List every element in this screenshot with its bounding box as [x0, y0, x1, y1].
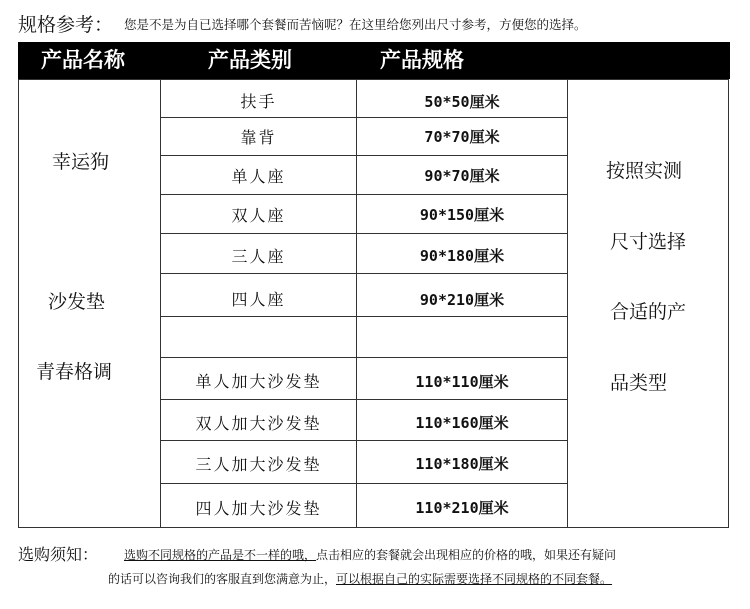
header-product-category: 产品类别: [208, 48, 292, 72]
row-divider: [160, 357, 568, 358]
row-divider: [160, 155, 568, 156]
table-row-category: 四人座: [231, 290, 286, 309]
notice-text-line1: [124, 546, 734, 563]
notice-underlined: 可以根据自己的实际需要选择不同规格的不同套餐。: [336, 572, 613, 586]
spec-title: 规格参考：: [18, 14, 114, 36]
note-line: 尺寸选择: [610, 231, 687, 253]
table-row-spec: 90*150厘米: [419, 206, 505, 224]
table-row-category: 靠背: [240, 128, 277, 147]
row-divider: [160, 483, 568, 484]
header-product-spec: 产品规格: [380, 48, 464, 72]
table-row-category: 单人座: [231, 167, 286, 186]
table-row-category: 三人座: [231, 247, 286, 266]
note-line: 合适的产: [610, 301, 687, 323]
table-row-category: 四人加大沙发垫: [195, 499, 322, 518]
notice-underlined: 选购不同规格的产品是不一样的哦，: [124, 548, 317, 562]
notice-label: 选购须知：: [18, 545, 99, 564]
product-name-2: 沙发垫: [48, 291, 106, 313]
table-row-spec: 90*210厘米: [419, 291, 505, 309]
table-row-category: 三人加大沙发垫: [195, 455, 322, 474]
table-row-spec: 90*70厘米: [424, 167, 500, 185]
table-header-bar: [18, 42, 730, 79]
product-name-1: 幸运狗: [52, 151, 110, 173]
table-row-spec: 110*110厘米: [415, 373, 509, 391]
table-row-spec: 50*50厘米: [424, 93, 500, 111]
table-row-category: 单人加大沙发垫: [195, 372, 322, 391]
notice-text: 点击相应的套餐就会出现相应的价格的哦，如果还有疑问: [316, 548, 617, 562]
spec-hint: 您是不是为自已选择哪个套餐而苦恼呢？在这里给您列出尺寸参考，方便您的选择。: [124, 17, 587, 32]
row-divider: [160, 117, 568, 118]
table-row-spec: 90*180厘米: [419, 247, 505, 265]
table-row-spec: 110*160厘米: [415, 414, 509, 432]
row-divider: [160, 316, 568, 317]
note-line: 按照实测: [606, 160, 683, 182]
column-divider: [567, 79, 568, 528]
table-row-spec: 110*180厘米: [415, 455, 509, 473]
table-row-spec: 70*70厘米: [424, 128, 500, 146]
table-row-spec: 110*210厘米: [415, 499, 509, 517]
notice-text-line2: [108, 570, 612, 587]
header-product-name: 产品名称: [41, 48, 125, 72]
note-line: 品类型: [610, 372, 668, 394]
table-row-category: 双人座: [231, 206, 286, 225]
row-divider: [160, 273, 568, 274]
table-row-category: 扶手: [240, 92, 277, 111]
product-name-3: 青春格调: [36, 361, 113, 383]
row-divider: [160, 399, 568, 400]
row-divider: [160, 233, 568, 234]
notice-text: 的话可以咨询我们的客服直到您满意为止，: [108, 572, 337, 586]
row-divider: [160, 194, 568, 195]
table-row-category: 双人加大沙发垫: [195, 414, 322, 433]
row-divider: [160, 440, 568, 441]
